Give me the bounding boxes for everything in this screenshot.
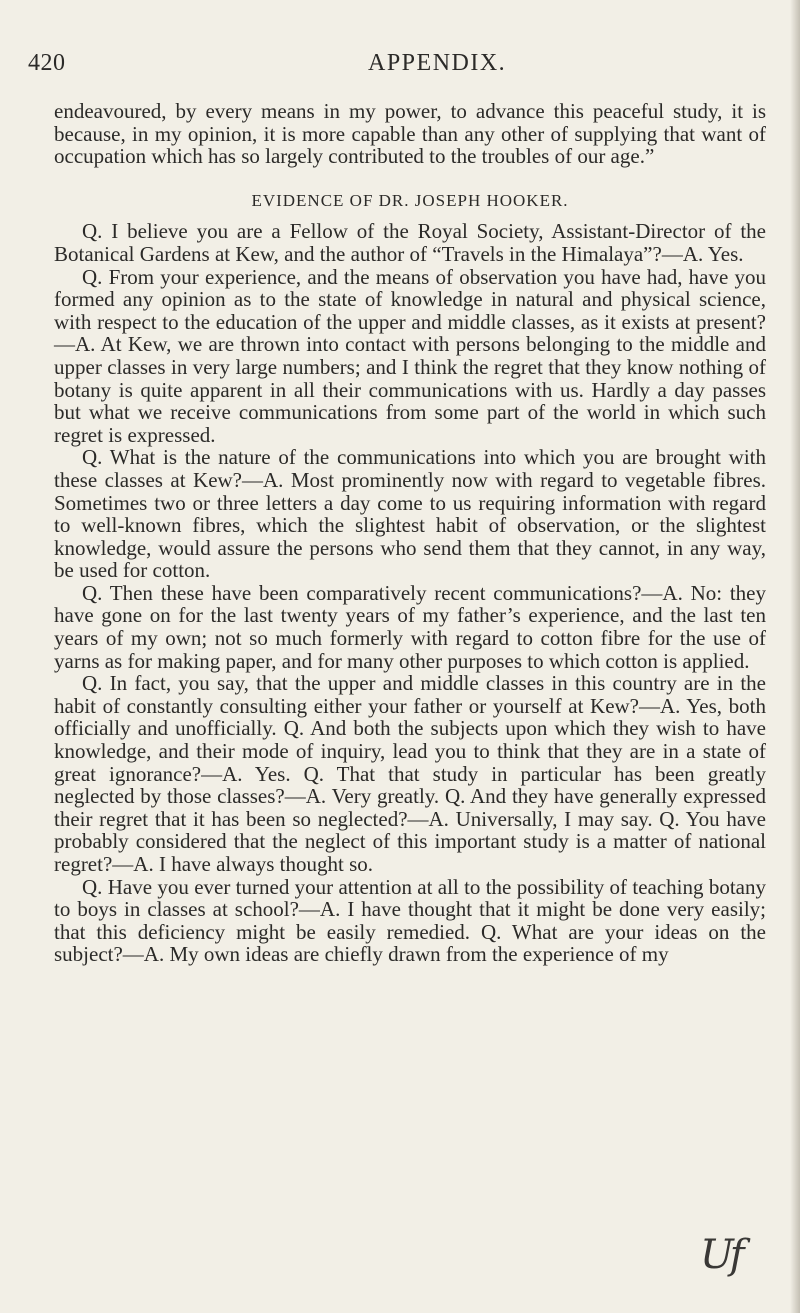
paragraph: Q. In fact, you say, that the upper and middle classes in this country are in the habit of constantly consulting either your father or yourself at Kew?—A. Yes, both officially and unofficially. Q. And both the subjects upon which they wish to have knowledge, and their mode of inquiry, lead you to think that they are in a state of great ignorance?—A. Yes. Q. That that study in particular has been greatly neglected by those classes?—A. Very greatly. Q. And they have generally expressed their regret that it has been so neglected?—A. Universally, I may say. Q. You have probably considered that the neglect of this important study is a matter of national regret?—A. I have always thought so. xyxy=(54,671,766,876)
paragraph-intro: endeavoured, by every means in my power, to advance this peaceful study, it is because, in my opinion, it is more capable than any other of supplying that want of occupation which has so largely contributed to the troubles of our age.” xyxy=(54,99,766,169)
paragraph: Q. From your experience, and the means of observation you have had, have you formed any opinion as to the state of knowledge in natural and physical science, with respect to the education of the upper and middle classes, as it exists at present?—A. At Kew, we are thrown into contact with persons belonging to the middle and upper classes in very large numbers; and I think the regret that they know nothing of botany is quite apparent in all their communications with us. Hardly a day passes but what we receive communications from some part of the world in which such regret is expressed. xyxy=(54,264,766,447)
paragraph: Q. What is the nature of the communications into which you are brought with these classes at Kew?—A. Most prominently now with regard to vegetable fibres. Sometimes two or three letters a day come to us requiring information with regard to well-known fibres, which the slightest habit of observation, or the slightest knowledge, would assure the persons who send them that they cannot, in any way, be used for cotton. xyxy=(54,445,766,583)
paragraph: Q. Then these have been comparatively recent communications?—A. No: they have gone on for the last twenty years of my father’s experience, and the last ten years of my own; not so much formerly with regard to cotton fibre for the use of yarns as for making paper, and for many other purposes to which cotton is applied. xyxy=(54,580,766,673)
page-header xyxy=(28,50,768,82)
paragraph: Q. I believe you are a Fellow of the Royal Society, Assistant-Director of the Botanical Gardens at Kew, and the author of “Travels in the Himalaya”?—A. Yes. xyxy=(54,219,766,266)
page-edge-shadow xyxy=(790,0,800,1313)
running-head: APPENDIX. xyxy=(368,50,507,76)
section-title: EVIDENCE OF DR. JOSEPH HOOKER. xyxy=(251,190,569,210)
body-text xyxy=(54,100,766,966)
paragraph: Q. Have you ever turned your attention at all to the possibility of teaching botany to boys in classes at school?—A. I have thought that it might be done very easily; that this deficiency might be easily remedied. Q. What are your ideas on the subject?—A. My own ideas are chiefly drawn from the experience of my xyxy=(54,874,766,967)
page-number: 420 xyxy=(28,50,66,76)
handwritten-mark: Uf xyxy=(700,1232,741,1278)
